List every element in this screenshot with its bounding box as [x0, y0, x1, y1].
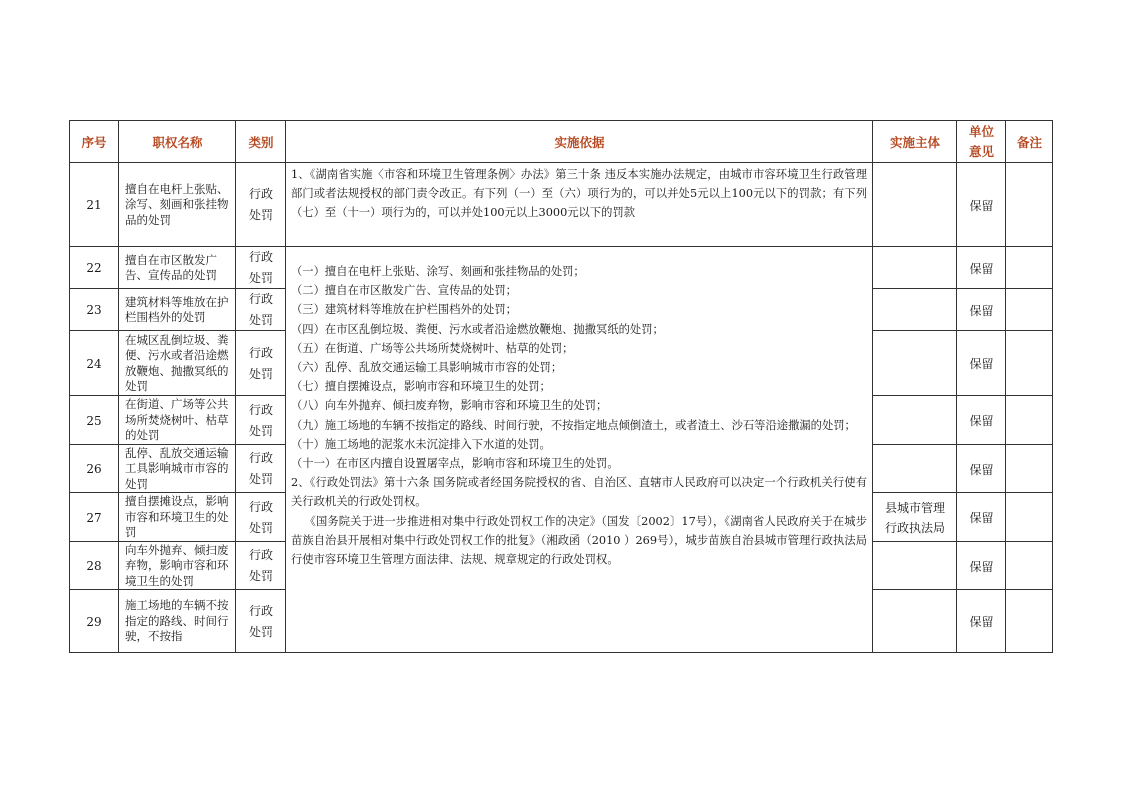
- basis-first: [291, 165, 867, 223]
- row-24-opinion: 保留: [969, 357, 994, 371]
- basis-item: （一）擅自在电杆上张贴、涂写、刻画和张挂物品的处罚；: [291, 265, 585, 278]
- basis-item: （七）擅自摆摊设点，影响市容和环境卫生的处罚；: [291, 380, 551, 394]
- agency-line2: 行政执法局: [884, 520, 945, 535]
- row-29-category-line1: 行政: [248, 603, 273, 618]
- row-23-opinion: 保留: [969, 303, 994, 318]
- row-28-opinion: 保留: [969, 559, 994, 574]
- row-26-category-line2: 处罚: [248, 472, 273, 486]
- row-21-name: 擅自在电杆上张贴、涂写、刻画和张挂物品的处罚: [125, 181, 229, 227]
- header-agency: 实施主体: [889, 134, 940, 150]
- row-27-name: 擅自摆摊设点，影响市容和环境卫生的处罚: [125, 494, 229, 540]
- row-22-category-line2: 处罚: [248, 271, 273, 285]
- row-26-name: 乱停、乱放交通运输工具影响城市市容的处罚: [125, 445, 229, 491]
- basis-item: （五）在街道、广场等公共场所焚烧树叶、枯草的处罚；: [291, 341, 574, 355]
- row-25-category-line1: 行政: [248, 402, 273, 417]
- row-21-category-line1: 行政: [248, 187, 273, 201]
- row-24-category-line1: 行政: [248, 345, 273, 360]
- row-29-opinion: 保留: [969, 615, 994, 629]
- basis-item: （二）擅自在市区散发广告、宣传品的处罚；: [291, 284, 517, 298]
- basis-first-text: 1、《湖南省实施〈市容和环境卫生管理条例〉办法》第三十条 违反本实施办法规定，由城市市容环境卫生行政管理部门或者法规授权的部门责令改正。有下列（一）至（六）项行为的，可以并处5元以上100元以下的罚款；有下列（七）至（十一）项行为的，可以并处100元以上3000元以下的罚款: [291, 168, 867, 220]
- row-27-category-line2: 处罚: [248, 520, 273, 535]
- row-28-name: 向车外抛弃、倾扫废弃物，影响市容和环境卫生的处罚: [125, 542, 229, 588]
- row-25-name: 在街道、广场等公共场所焚烧树叶、枯草的处罚: [125, 397, 229, 443]
- row-23-name: 建筑材料等堆放在护栏围档外的处罚: [125, 294, 229, 324]
- basis-law-2: 2、《行政处罚法》第十六条 国务院或者经国务院授权的省、自治区、直辖市人民政府可以决定一个行政机关行使有关行政机关的行政处罚权。: [291, 476, 867, 509]
- row-26-seq: 26: [86, 462, 102, 476]
- row-25-category: [236, 396, 286, 445]
- header-category: 类别: [248, 134, 274, 150]
- basis-item: （四）在市区乱倒垃圾、粪便、污水或者沿途燃放鞭炮、抛撒冥纸的处罚；: [291, 322, 664, 336]
- row-23-category-line2: 处罚: [248, 313, 273, 327]
- agency-line1: 县城市管理: [884, 500, 945, 515]
- basis-merged: [291, 262, 867, 569]
- row-24-category-line2: 处罚: [248, 366, 273, 381]
- header-opinion-line2: 意见: [968, 143, 994, 159]
- row-21-opinion: 保留: [969, 198, 994, 213]
- implementing-agency: [873, 493, 957, 542]
- row-29-category: [236, 590, 286, 653]
- row-22-category: [236, 247, 286, 289]
- basis-item: （六）乱停、乱放交通运输工具影响城市市容的处罚；: [291, 361, 563, 375]
- row-29-name: 施工场地的车辆不按指定的路线、时间行驶，不按指: [125, 598, 229, 644]
- row-22-seq: 22: [86, 261, 102, 275]
- basis-item: （三）建筑材料等堆放在护栏围档外的处罚；: [291, 303, 517, 317]
- row-26-category: [236, 445, 286, 493]
- row-25-seq: 25: [86, 413, 102, 428]
- row-26-category-line1: 行政: [248, 451, 273, 465]
- header-basis: 实施依据: [554, 134, 605, 150]
- row-29-category-line2: 处罚: [248, 624, 273, 639]
- basis-item: （十一）在市区内擅自设置屠宰点，影响市容和环境卫生的处罚。: [291, 457, 619, 471]
- row-28-category: [236, 542, 286, 590]
- row-27-opinion: 保留: [969, 511, 994, 525]
- header-opinion: [957, 120, 1006, 163]
- row-25-opinion: 保留: [969, 414, 994, 428]
- row-21-category: [236, 163, 286, 247]
- row-28-category-line2: 处罚: [248, 569, 273, 583]
- row-23-seq: 23: [86, 303, 102, 317]
- row-24-name: 在城区乱倒垃圾、粪便、污水或者沿途燃放鞭炮、抛撒冥纸的处罚: [125, 332, 229, 393]
- header-remark: 备注: [1016, 134, 1042, 150]
- row-24-category: [236, 331, 286, 396]
- header-opinion-line1: 单位: [968, 123, 994, 139]
- row-26-opinion: 保留: [969, 462, 994, 477]
- row-22-category-line1: 行政: [248, 250, 273, 264]
- basis-state-council: 《国务院关于进一步推进相对集中行政处罚权工作的决定》（国发〔2002〕17号），《湖南省人民政府关于在城步苗族自治县开展相对集中行政处罚权工作的批复》（湘政函（2010 ）269号），城步苗族自治县城市管理行政执法局行使市容环境卫生管理方面法律、法规、规章规定的行政处罚权。: [291, 514, 867, 567]
- row-25-category-line2: 处罚: [248, 423, 273, 438]
- row-27-seq: 27: [86, 510, 102, 525]
- row-21-seq: 21: [86, 198, 102, 212]
- row-27-category-line1: 行政: [248, 499, 273, 514]
- authority-table: [69, 120, 1053, 653]
- row-22-opinion: 保留: [969, 261, 994, 276]
- basis-item: （十）施工场地的泥浆水未沉淀排入下水道的处罚。: [291, 437, 551, 451]
- row-22-name: 擅自在市区散发广告、宣传品的处罚: [125, 252, 217, 282]
- basis-item: （九）施工场地的车辆不按指定的路线、时间行驶，不按指定地点倾倒渣土，或者渣土、沙石等沿途撒漏的处罚；: [291, 418, 856, 432]
- row-21-category-line2: 处罚: [248, 208, 273, 222]
- row-28-seq: 28: [86, 559, 102, 573]
- row-23-category-line1: 行政: [248, 292, 273, 306]
- header-seq: 序号: [81, 134, 107, 150]
- row-24-seq: 24: [86, 356, 102, 371]
- row-29-seq: 29: [86, 614, 102, 629]
- header-name: 职权名称: [152, 134, 203, 150]
- row-27-category: [236, 493, 286, 542]
- row-28-category-line1: 行政: [248, 548, 273, 562]
- basis-item: （八）向车外抛弃、倾扫废弃物，影响市容和环境卫生的处罚；: [291, 399, 608, 413]
- row-23-category: [236, 289, 286, 331]
